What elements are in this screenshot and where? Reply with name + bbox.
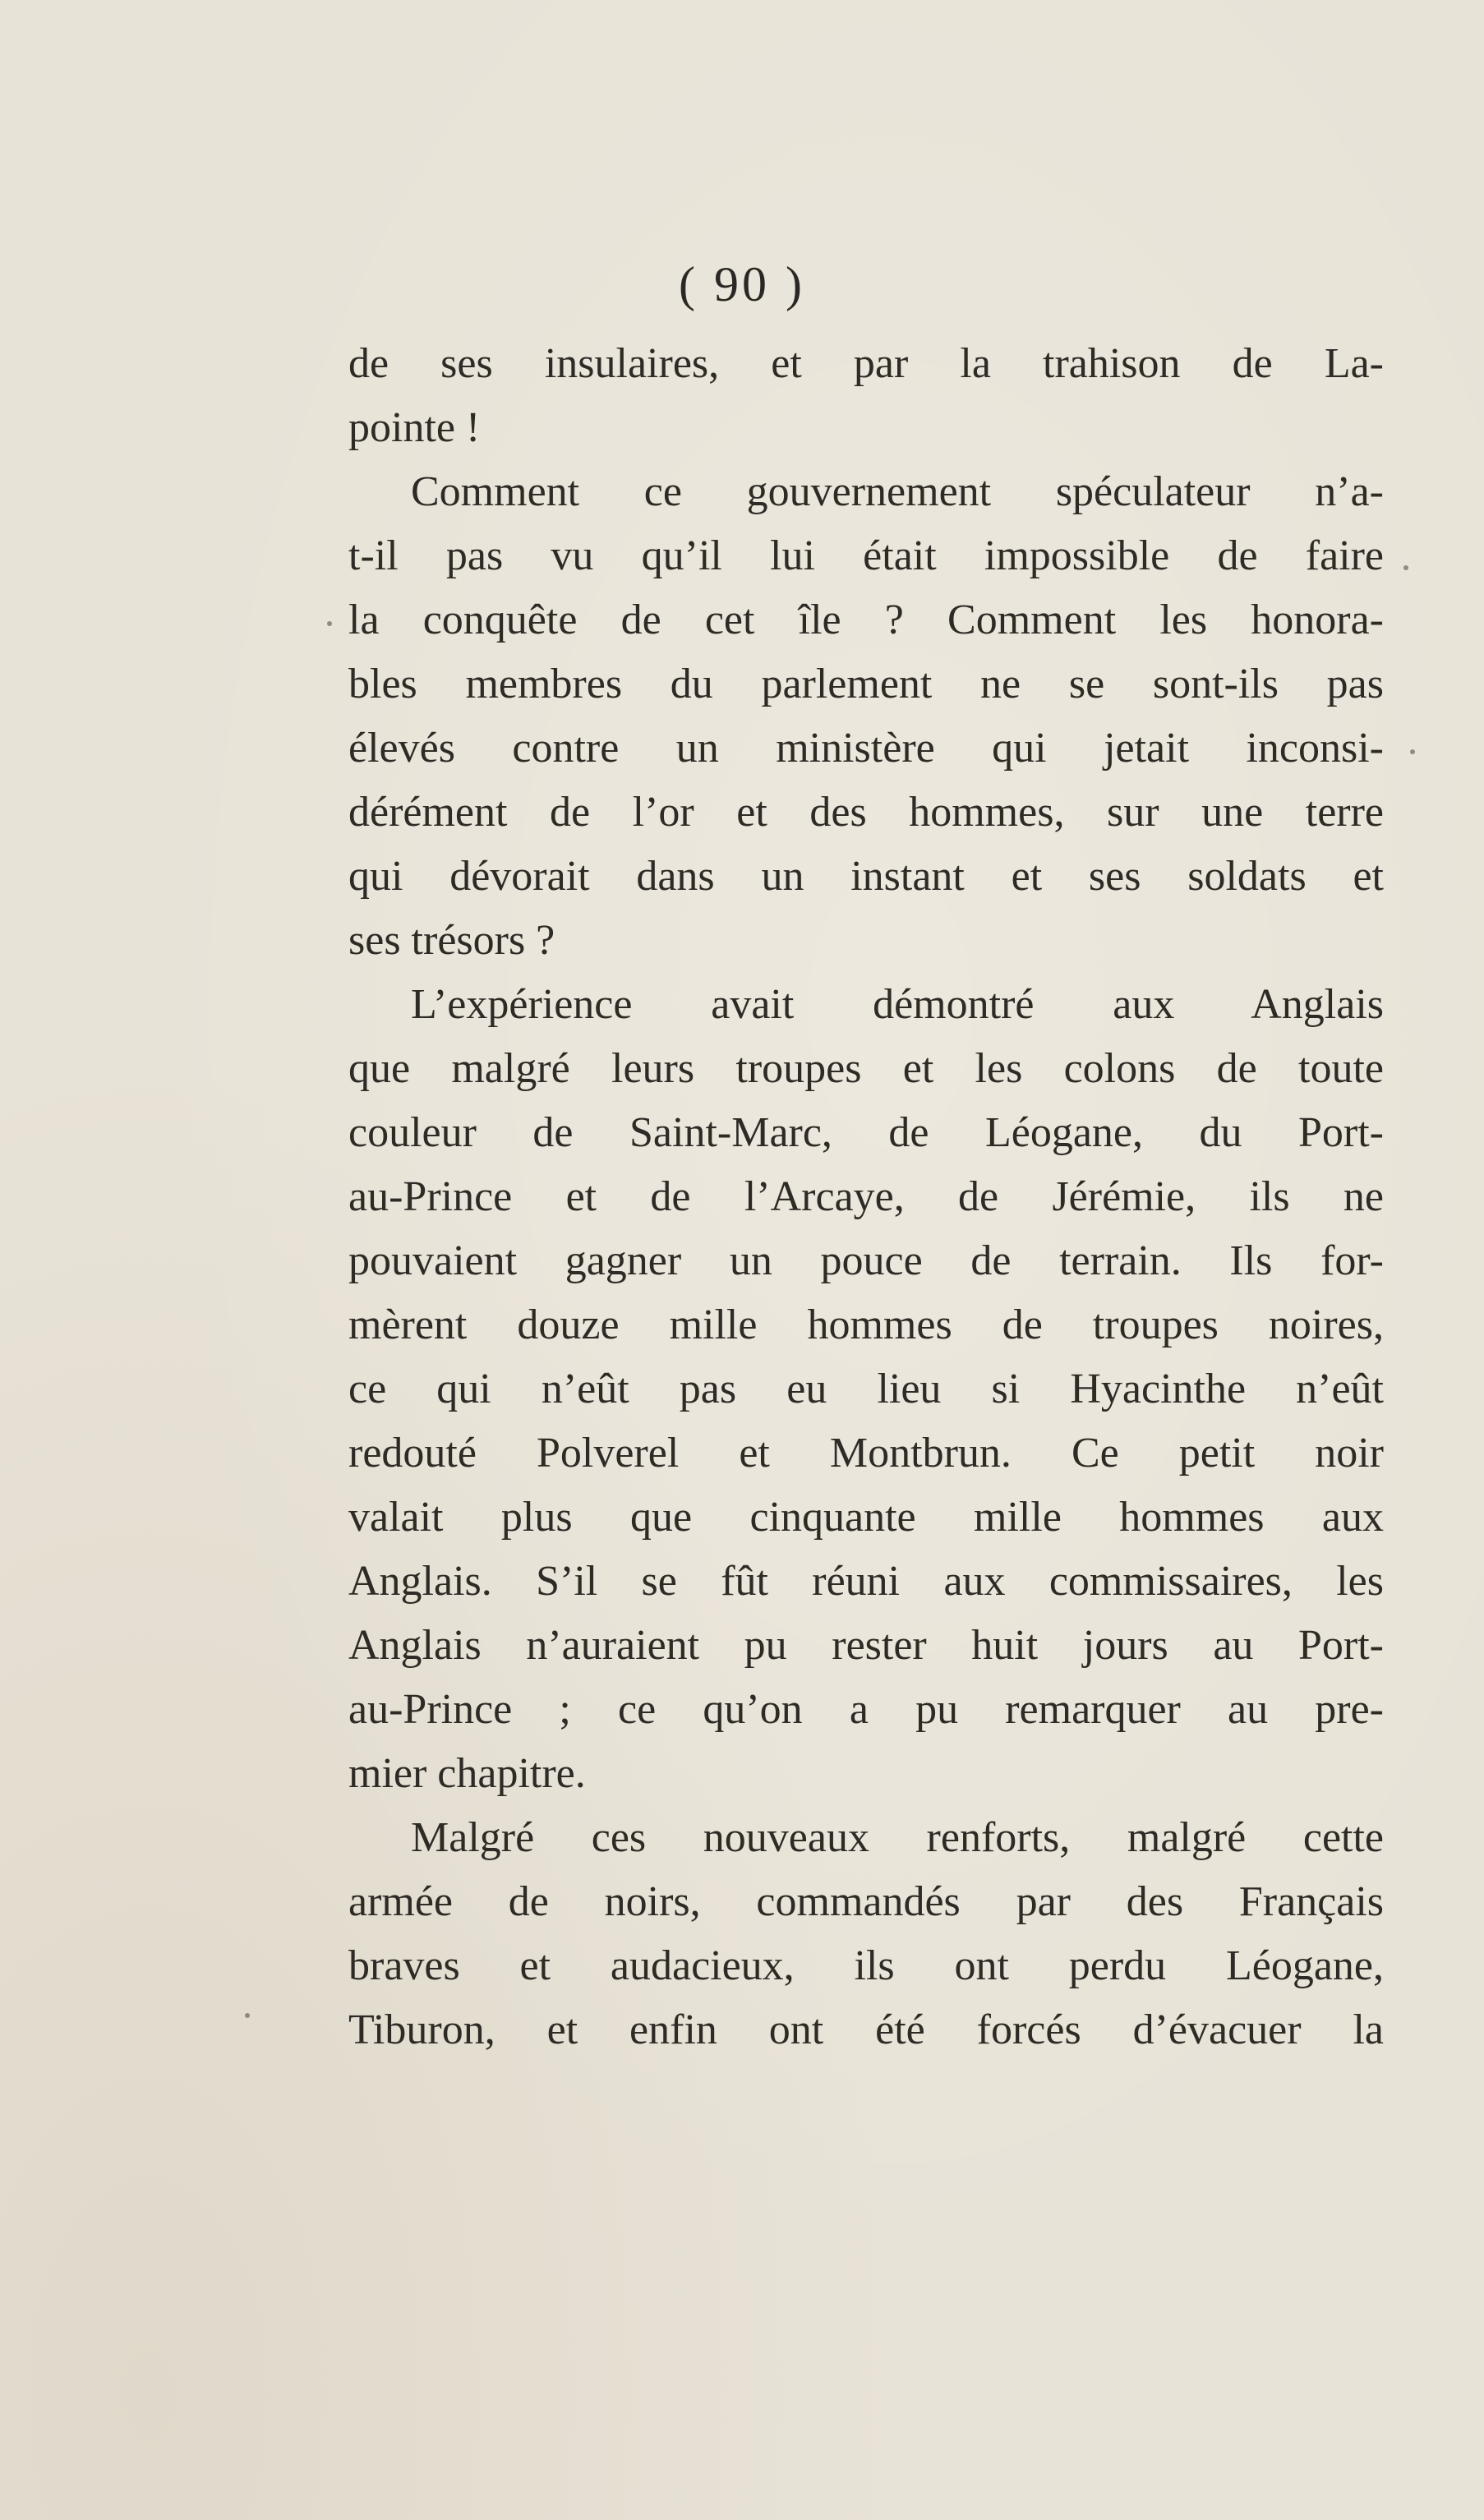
margin-speck (327, 621, 332, 626)
margin-speck (1410, 749, 1415, 754)
text-line: t-il pas vu qu’il lui était impossible de faire (348, 532, 1384, 579)
text-line: la conquête de cet île ? Comment les honora- (348, 597, 1384, 643)
text-line: pouvaient gagner un pouce de terrain. Ils for- (348, 1237, 1384, 1284)
margin-speck (245, 2013, 250, 2018)
text-line: L’expérience avait démontré aux Anglais (411, 981, 1384, 1028)
text-line: ses trésors ? (348, 917, 555, 964)
text-line: que malgré leurs troupes et les colons de toute (348, 1045, 1384, 1092)
text-line: élevés contre un ministère qui jetait inconsi- (348, 725, 1384, 772)
paragraph (348, 460, 1384, 973)
text-line: mèrent douze mille hommes de troupes noires, (348, 1301, 1384, 1348)
text-line: dérément de l’or et des hommes, sur une terre (348, 789, 1384, 836)
text-line: braves et audacieux, ils ont perdu Léogane, (348, 1942, 1384, 1989)
text-line: ce qui n’eût pas eu lieu si Hyacinthe n’eût (348, 1366, 1384, 1412)
text-line: couleur de Saint-Marc, de Léogane, du Port- (348, 1109, 1384, 1156)
body-text (348, 332, 1384, 2062)
text-line: Tiburon, et enfin ont été forcés d’évacuer la (348, 2006, 1384, 2053)
text-line: Anglais n’auraient pu rester huit jours au Port- (348, 1622, 1384, 1669)
text-line: Anglais. S’il se fût réuni aux commissaires, les (348, 1558, 1384, 1605)
page-number: ( 90 ) (679, 257, 805, 311)
text-line: valait plus que cinquante mille hommes aux (348, 1494, 1384, 1541)
text-line: qui dévorait dans un instant et ses soldats et (348, 853, 1384, 900)
paragraph (348, 332, 1384, 460)
text-line: mier chapitre. (348, 1750, 586, 1797)
margin-speck (1403, 565, 1408, 570)
text-line: bles membres du parlement ne se sont-ils pas (348, 661, 1384, 707)
text-line: au-Prince et de l’Arcaye, de Jérémie, ils ne (348, 1173, 1384, 1220)
text-line: Malgré ces nouveaux renforts, malgré cette (411, 1814, 1384, 1861)
text-line: Comment ce gouvernement spéculateur n’a- (411, 468, 1384, 515)
text-line: au-Prince ; ce qu’on a pu remarquer au pre- (348, 1686, 1384, 1733)
text-line: de ses insulaires, et par la trahison de La- (348, 340, 1384, 387)
paragraph (348, 1806, 1384, 2062)
text-line: pointe ! (348, 404, 481, 451)
text-line: redouté Polverel et Montbrun. Ce petit noir (348, 1430, 1384, 1477)
paragraph (348, 973, 1384, 1806)
text-line: armée de noirs, commandés par des Français (348, 1878, 1384, 1925)
